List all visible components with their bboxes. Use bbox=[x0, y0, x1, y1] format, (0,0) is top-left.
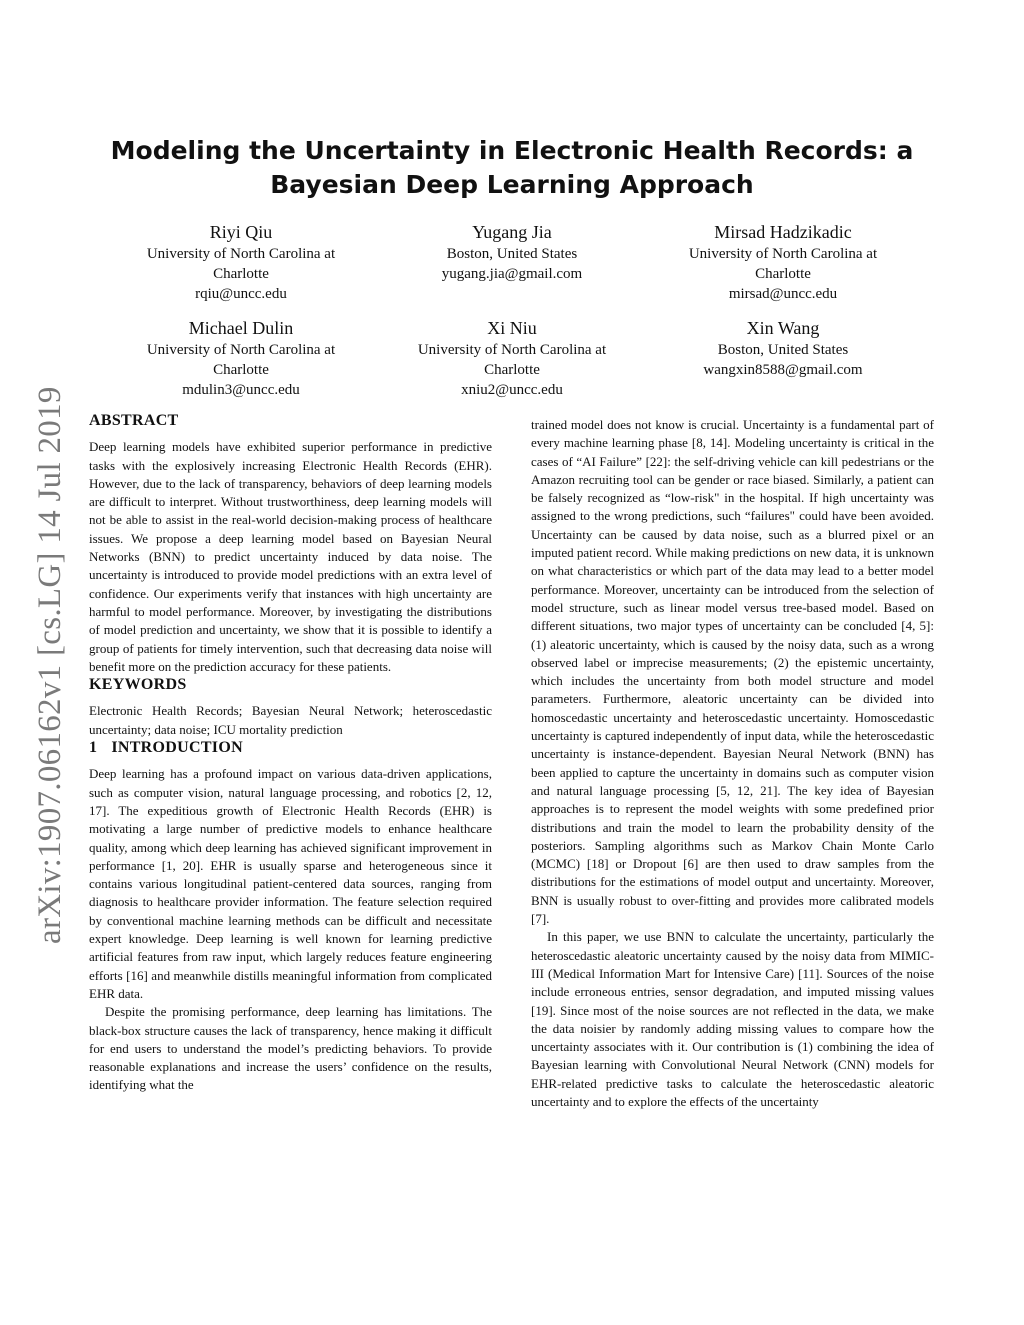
section-heading bbox=[89, 739, 492, 757]
author-affiliation: Charlotte bbox=[755, 266, 811, 282]
author-card bbox=[652, 220, 914, 304]
author-affiliation: Boston, United States bbox=[717, 342, 849, 358]
author-row bbox=[110, 220, 914, 304]
abstract-text: Deep learning models have exhibited superior performance in predictive tasks with the explosively increasing Electronic Health Records (EHR). However, due to the lack of transparency, behaviors of deep learning models are difficult to interpret. Without trustworthiness, deep learning models will not be able to assist in the real-world decision-making process of healthcare issues. We propose a deep learning model based on Bayesian Neural Networks (BNN) to predict uncertainty induced by data noise. The uncertainty is introduced to provide model predictions with an extra level of confidence. Our experiments verify that instances with high uncertainty are harmful to model performance. Moreover, by investigating the distributions of model prediction and uncertainty, we show that it is possible to identify a group of patients for timely intervention, such that decreasing data noise will benefit more on the prediction accuracy for these patients. bbox=[89, 439, 492, 674]
author-block bbox=[110, 220, 914, 412]
paragraph: In this paper, we use BNN to calculate the uncertainty, particularly the heteroscedastic aleatoric uncertainty caused by the noisy data from MIMIC-III (Medical Information Mart for Intensive Care) [11]. Sources of the noise include erroneous entries, sensor degradation, and imputed missing values [19]. Since most of the noise sources are not reflected in the data, we make the data noisier by randomly adding missing values to compare how the uncertainty associates with it. Our contribution is (1) combining the idea of Bayesian learning with Convolutional Neural Network (CNN) models for EHR-related predictive tasks to calculate the heteroscedastic aleatoric uncertainty and to explore the effects of the uncertainty bbox=[531, 929, 934, 1109]
author-name: Michael Dulin bbox=[188, 318, 294, 338]
author-affiliation: University of North Carolina at bbox=[417, 342, 607, 358]
paragraph: Despite the promising performance, deep learning has limitations. The black-box structure causes the lack of transparency, hence making it difficult for end users to understand the model’s predicting behaviors. To provide reasonable explanations and increase the users’ confidence on the results, identifying what the bbox=[89, 1004, 492, 1093]
author-email: yugang.jia@gmail.com bbox=[441, 266, 583, 282]
author-name: Yugang Jia bbox=[472, 222, 552, 242]
author-email: rqiu@uncc.edu bbox=[195, 286, 287, 302]
author-affiliation: University of North Carolina at bbox=[688, 246, 878, 262]
author-email: xniu2@uncc.edu bbox=[461, 382, 563, 398]
author-name: Mirsad Hadzikadic bbox=[714, 222, 852, 242]
author-card bbox=[652, 316, 914, 400]
author-card bbox=[381, 220, 643, 304]
author-email: mirsad@uncc.edu bbox=[728, 286, 838, 302]
author-card bbox=[381, 316, 643, 400]
author-name: Xi Niu bbox=[487, 318, 537, 338]
paragraph: Deep learning has a profound impact on various data-driven applications, such as computer vision, natural language processing, and robotics [2, 12, 17]. The expeditious growth of Electronic Health Records (EHR) is motivating a large number of predictive models to enhance healthcare quality, among which deep learning has achieved significant improvement in performance [1, 20]. EHR is usually sparse and heterogeneous since it contains various longitudinal patient-centered data sources, ranging from diagnosis to healthcare provider information. The feature selection required by conventional machine learning methods can be difficult and necessitate expert knowledge. Deep learning is well known for learning predictive artificial features from raw input, which largely reduces feature engineering efforts [16] and meanwhile distills meaningful information from complicated EHR data. bbox=[89, 766, 492, 1001]
author-affiliation: Boston, United States bbox=[446, 246, 578, 262]
author-affiliation: Charlotte bbox=[484, 362, 540, 378]
arxiv-identifier: arXiv:1907.06162v1 [cs.LG] 14 Jul 2019 bbox=[32, 386, 68, 944]
section-title: INTRODUCTION bbox=[111, 739, 243, 757]
keywords-heading: KEYWORDS bbox=[89, 676, 187, 694]
author-email: mdulin3@uncc.edu bbox=[182, 382, 300, 398]
left-column bbox=[89, 412, 492, 1095]
author-row bbox=[110, 316, 914, 400]
author-affiliation: University of North Carolina at bbox=[146, 342, 336, 358]
author-email: wangxin8588@gmail.com bbox=[703, 362, 863, 378]
paper-title: Modeling the Uncertainty in Electronic Health Records: a Bayesian Deep Learning Approach bbox=[110, 136, 914, 199]
paragraph: trained model does not know is crucial. Uncertainty is a fundamental part of every machine learning phase [8, 14]. Modeling uncertainty is critical in the cases of “AI Failure” [22]: the self-driving vehicle can kill pedestrians or the Amazon recruiting tool can be gender or race biased. Similarly, a patient can be falsely recognized as “low-risk" in the hospital. If high uncertainty was assigned to the wrong predictions, such “failures" could have been avoided. Uncertainty can be caused by data noise, such as a blurred pixel or an imputed patient record. While making predictions on new data, it is unknown on what characteristics or which part of the data may lead to a better model performance. Moreover, uncertainty can be introduced from the selection of model structure, such as linear model versus tree-based model. Based on different situations, two major types of uncertainty can be concluded [4, 5]: (1) aleatoric uncertainty, which is caused by the noisy data, such as a wrong observed label or imprecise measurements; (2) the epistemic uncertainty, which includes the uncertainty from both model structure and model parameters. Furthermore, aleatoric uncertainty can be divided into homoscedastic uncertainty and heteroscedastic uncertainty. Homoscedastic uncertainty is captured independently of input data, while the heteroscedastic uncertainty is instance-dependent. Bayesian Neural Network (BNN) has been applied to capture the uncertainty in domains such as computer vision and natural language processing [5, 12, 21]. The key idea of Bayesian approaches is to represent the model weights with some predefined prior distributions and train the model to learn the probability density of the posteriors. Sampling algorithms such as Markov Chain Monte Carlo (MCMC) [18] or Dropout [6] are then used to draw samples from the distributions for the estimations of model output and uncertainty. Moreover, BNN is usually robust to over-fitting and provides more calibrated models [7]. bbox=[531, 417, 934, 927]
author-affiliation: University of North Carolina at bbox=[146, 246, 336, 262]
author-card bbox=[110, 220, 372, 304]
author-name: Xin Wang bbox=[746, 318, 820, 338]
keywords-text: Electronic Health Records; Bayesian Neural Network; heteroscedastic uncertainty; data noise; ICU mortality prediction bbox=[89, 703, 492, 737]
author-card bbox=[110, 316, 372, 400]
section-number: 1 bbox=[89, 739, 98, 757]
abstract-heading: ABSTRACT bbox=[89, 412, 179, 429]
author-name: Riyi Qiu bbox=[209, 222, 273, 242]
author-affiliation: Charlotte bbox=[213, 362, 269, 378]
right-column bbox=[531, 416, 934, 1111]
author-affiliation: Charlotte bbox=[213, 266, 269, 282]
